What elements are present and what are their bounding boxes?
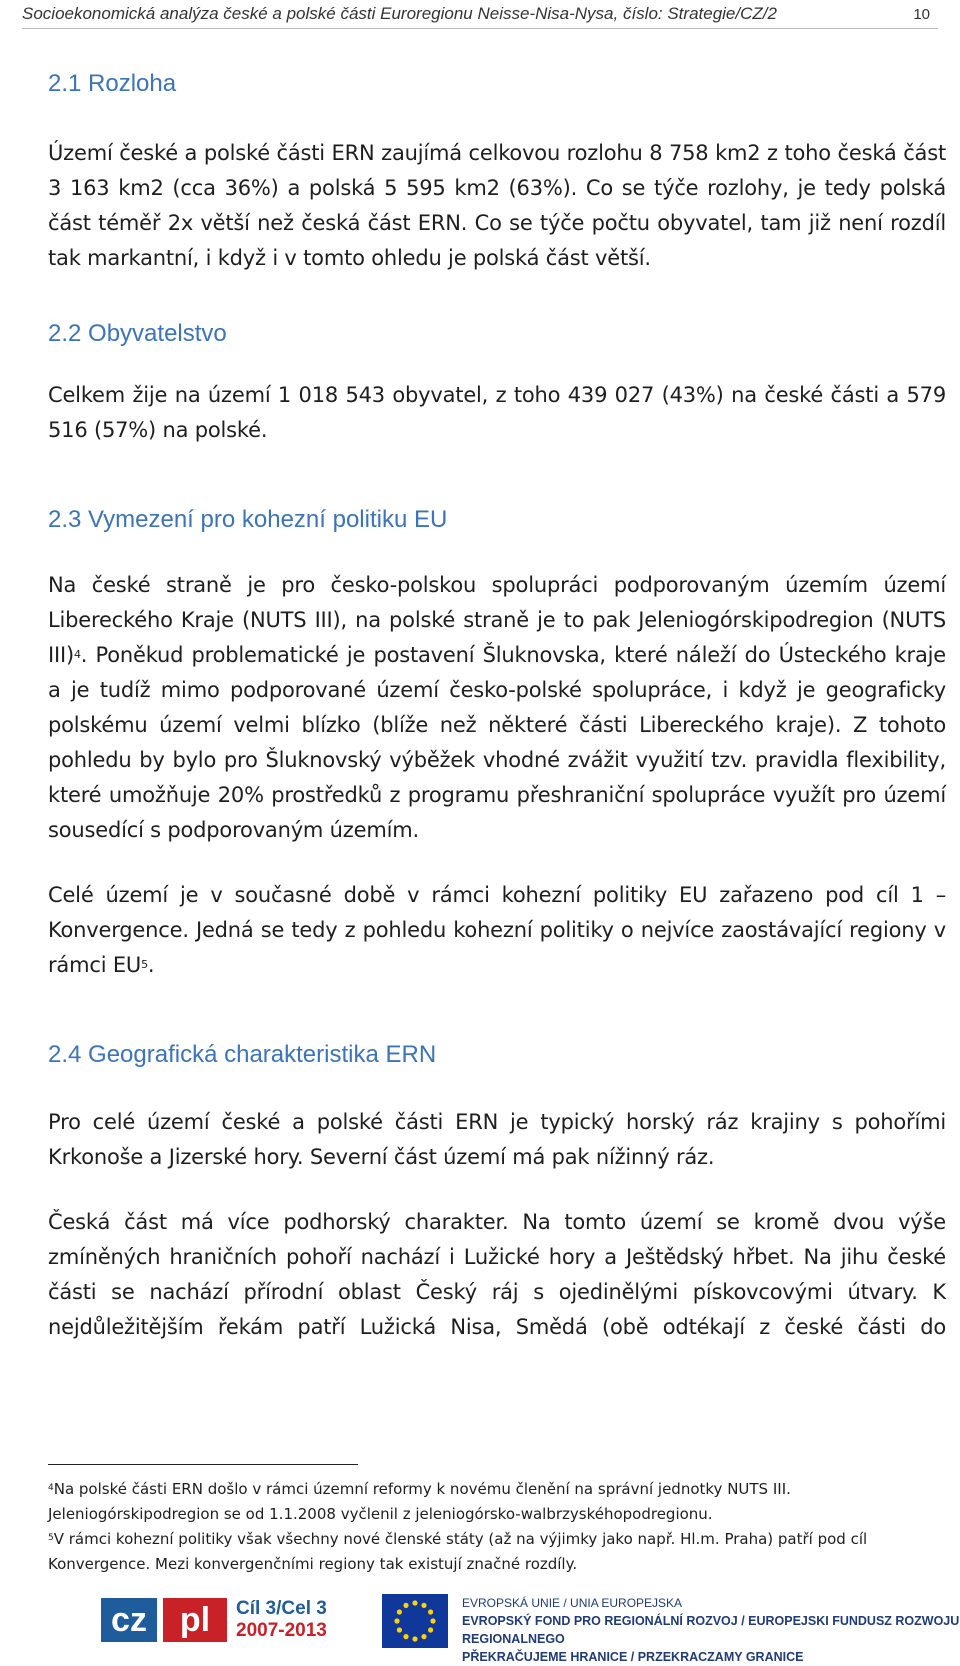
eu-flag-icon <box>382 1594 448 1648</box>
cz-logo: cz <box>101 1598 157 1642</box>
paragraph: Pro celé území české a polské části ERN je typický horský ráz krajiny s pohořími Krkonoše a Jizerské hory. Severní část území má pak nížinný ráz. <box>48 1110 946 1169</box>
page-number: 10 <box>913 5 930 23</box>
paragraph: Území české a polské části ERN zaujímá celkovou rozlohu 8 758 km2 z toho česká část 3 163 km2 (cca 36%) a polská 5 595 km2 (63%). Co se týče rozlohy, je tedy polská část téměř 2x větší než česká část ERN. Co se týče počtu obyvatel, tam již není rozdíl tak markantní, i když i v tomto ohledu je polská část větší. <box>48 141 946 270</box>
goal-label: Cíl 3/Cel 3 <box>236 1598 327 1619</box>
eu-funding-text <box>462 1594 960 1666</box>
pl-logo: pl <box>163 1598 227 1642</box>
footnote <box>48 1477 928 1527</box>
footnote-separator <box>48 1464 358 1465</box>
page-footer <box>0 1590 960 1664</box>
goal-logo <box>236 1598 327 1642</box>
paragraph: Česká část má více podhorský charakter. Na tomto území se kromě dvou výše zmíněných hraničních pohoří nachází i Lužické hory a Ještědský hřbet. Na jihu české části se nachází přírodní oblast Český ráj s ojedinělými pískovcovými útvary. K nejdůležitějším řekám patří Lužická Nisa, Smědá (obě odtékají z české části do <box>48 1210 946 1339</box>
paragraph-text: Na české straně je pro česko-polskou spolupráci podporovaným územím území Libereckého Kraje (NUTS III), na polské straně je to pak Jeleniogórskipodregion (NUTS III) <box>48 573 946 667</box>
footnote-text: Na polské části ERN došlo v rámci územní reformy k novému členění na správní jednotky NUTS III. Jeleniogórskipodregion se od 1.1.2008 vyčlenil z jeleniogórsko-walbrzyskéhopodregionu. <box>48 1480 791 1523</box>
footnote-text: V rámci kohezní politiky však všechny nové členské státy (až na výjimky jako např. Hl.m. Praha) patří pod cíl Konvergence. Mezi konvergenčními regiony tak existují značné rozdíly. <box>48 1530 868 1573</box>
page-header <box>22 0 938 29</box>
section-heading: 2.1 Rozloha <box>48 70 177 97</box>
eu-slogan: PŘEKRAČUJEME HRANICE / PRZEKRACZAMY GRANICE <box>462 1650 804 1664</box>
section-heading: 2.4 Geografická charakteristika ERN <box>48 1041 437 1068</box>
footnotes <box>48 1477 928 1577</box>
eu-stars-icon <box>382 1594 448 1648</box>
goal-period: 2007-2013 <box>236 1620 327 1641</box>
paragraph-text: Celé území je v současné době v rámci kohezní politiky EU zařazeno pod cíl 1 – Konvergence. Jedná se tedy z pohledu kohezní politiky o nejvíce zaostávající regiony v rámci EU <box>48 883 946 977</box>
footnote <box>48 1527 928 1577</box>
paragraph-text: . Poněkud problematické je postavení Šluknovska, které náleží do Ústeckého kraje a je tudíž mimo podporované území česko-polské spolupráce, i když je geograficky polskému území velmi blízko (blíže než některé části Libereckého kraje). Z tohoto pohledu by bylo pro Šluknovský výběžek vhodné zvážit využití tzv. pravidla flexibility, které umožňuje 20% prostředků z programu přeshraniční spolupráce využít pro území sousedící s podporovaným územím. <box>48 643 946 842</box>
footnote-ref[interactable]: 5 <box>141 958 148 971</box>
paragraph <box>48 878 946 983</box>
footnote-mark: 4 <box>48 1483 54 1493</box>
document-body <box>48 70 946 1345</box>
footnote-mark: 5 <box>48 1533 54 1543</box>
footnote-ref[interactable]: 4 <box>73 648 81 661</box>
section-heading: 2.2 Obyvatelstvo <box>48 320 227 347</box>
document-title: Socioekonomická analýza české a polské části Euroregionu Neisse-Nisa-Nysa, číslo: Strategie/CZ/2 <box>22 4 777 23</box>
paragraph <box>48 568 946 848</box>
erdf-label: EVROPSKÝ FOND PRO REGIONÁLNÍ ROZVOJ / EUROPEJSKI FUNDUSZ ROZWOJU REGIONALNEGO <box>462 1614 960 1646</box>
section-heading: 2.3 Vymezení pro kohezní politiku EU <box>48 506 448 533</box>
paragraph-text: . <box>147 953 155 977</box>
paragraph: Celkem žije na území 1 018 543 obyvatel, z toho 439 027 (43%) na české části a 579 516 (57%) na polské. <box>48 383 946 442</box>
eu-label: EVROPSKÁ UNIE / UNIA EUROPEJSKA <box>462 1596 683 1610</box>
